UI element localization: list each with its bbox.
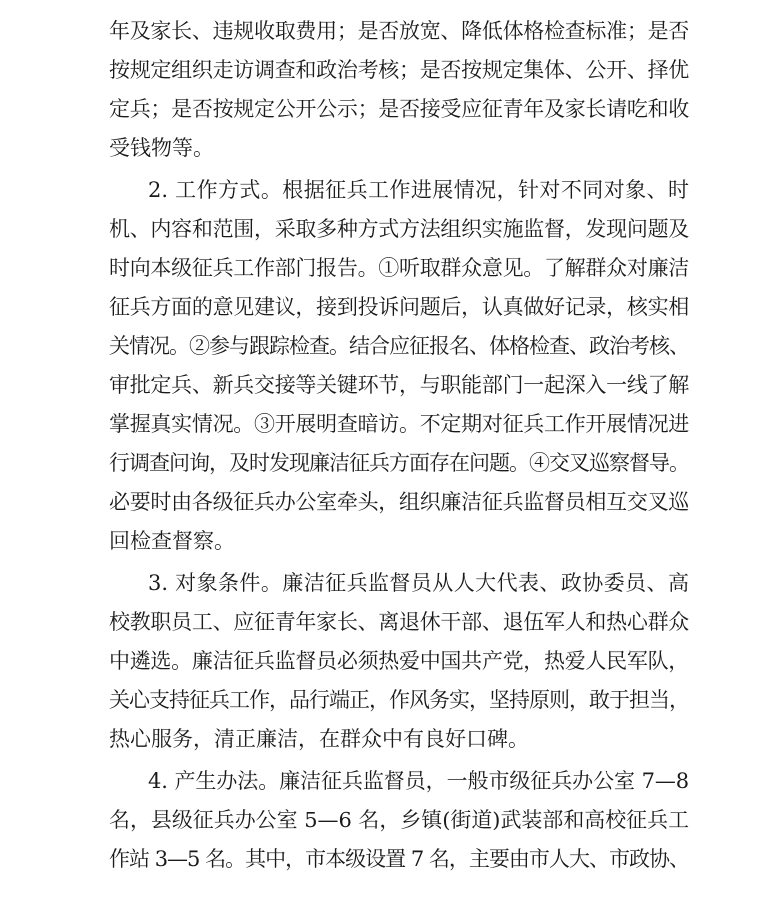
text-line: 审批定兵、新兵交接等关键环节，与职能部门一起深入一线了解 xyxy=(109,373,689,397)
text-line: 征兵方面的意见建议，接到投诉问题后，认真做好记录，核实相 xyxy=(109,295,689,319)
text-line: 校教职员工、应征青年家长、离退休干部、退伍军人和热心群众 xyxy=(109,610,689,634)
text-line: 掌握真实情况。③开展明查暗访。不定期对征兵工作开展情况进 xyxy=(109,412,689,436)
section-heading-line: 4. 产生办法。廉洁征兵监督员，一般市级征兵办公室 7—8 xyxy=(148,769,690,793)
section-heading-line: 3. 对象条件。廉洁征兵监督员从人大代表、政协委员、高 xyxy=(148,571,689,595)
text-line: 机、内容和范围，采取多种方式方法组织实施监督，发现问题及 xyxy=(109,217,689,241)
text-line: 中遴选。廉洁征兵监督员必须热爱中国共产党，热爱人民军队， xyxy=(109,649,689,673)
text-line: 受钱物等。 xyxy=(109,136,214,160)
text-line: 关情况。②参与跟踪检查。结合应征报名、体格检查、政治考核、 xyxy=(109,334,689,358)
section-heading-line: 2. 工作方式。根据征兵工作进展情况，针对不同对象、时 xyxy=(148,178,689,202)
text-line: 时向本级征兵工作部门报告。①听取群众意见。了解群众对廉洁 xyxy=(109,256,689,280)
text-line: 行调查问询，及时发现廉洁征兵方面存在问题。④交叉巡察督导。 xyxy=(109,451,689,475)
text-line: 年及家长、违规收取费用；是否放宽、降低体格检查标准；是否 xyxy=(109,19,689,43)
text-line: 回检查督察。 xyxy=(109,529,235,553)
text-line: 作站 3—5 名。其中，市本级设置 7 名，主要由市人大、市政协、 xyxy=(109,847,689,871)
text-line: 关心支持征兵工作，品行端正，作风务实，坚持原则，敢于担当， xyxy=(109,688,689,712)
text-line: 必要时由各级征兵办公室牵头，组织廉洁征兵监督员相互交叉巡 xyxy=(109,490,689,514)
text-line: 按规定组织走访调查和政治考核；是否按规定集体、公开、择优 xyxy=(109,58,689,82)
text-line: 定兵；是否按规定公开公示；是否接受应征青年及家长请吃和收 xyxy=(109,97,689,121)
text-line: 热心服务，清正廉洁，在群众中有良好口碑。 xyxy=(109,727,529,751)
text-line: 名，县级征兵办公室 5—6 名，乡镇(街道)武装部和高校征兵工 xyxy=(109,808,689,832)
